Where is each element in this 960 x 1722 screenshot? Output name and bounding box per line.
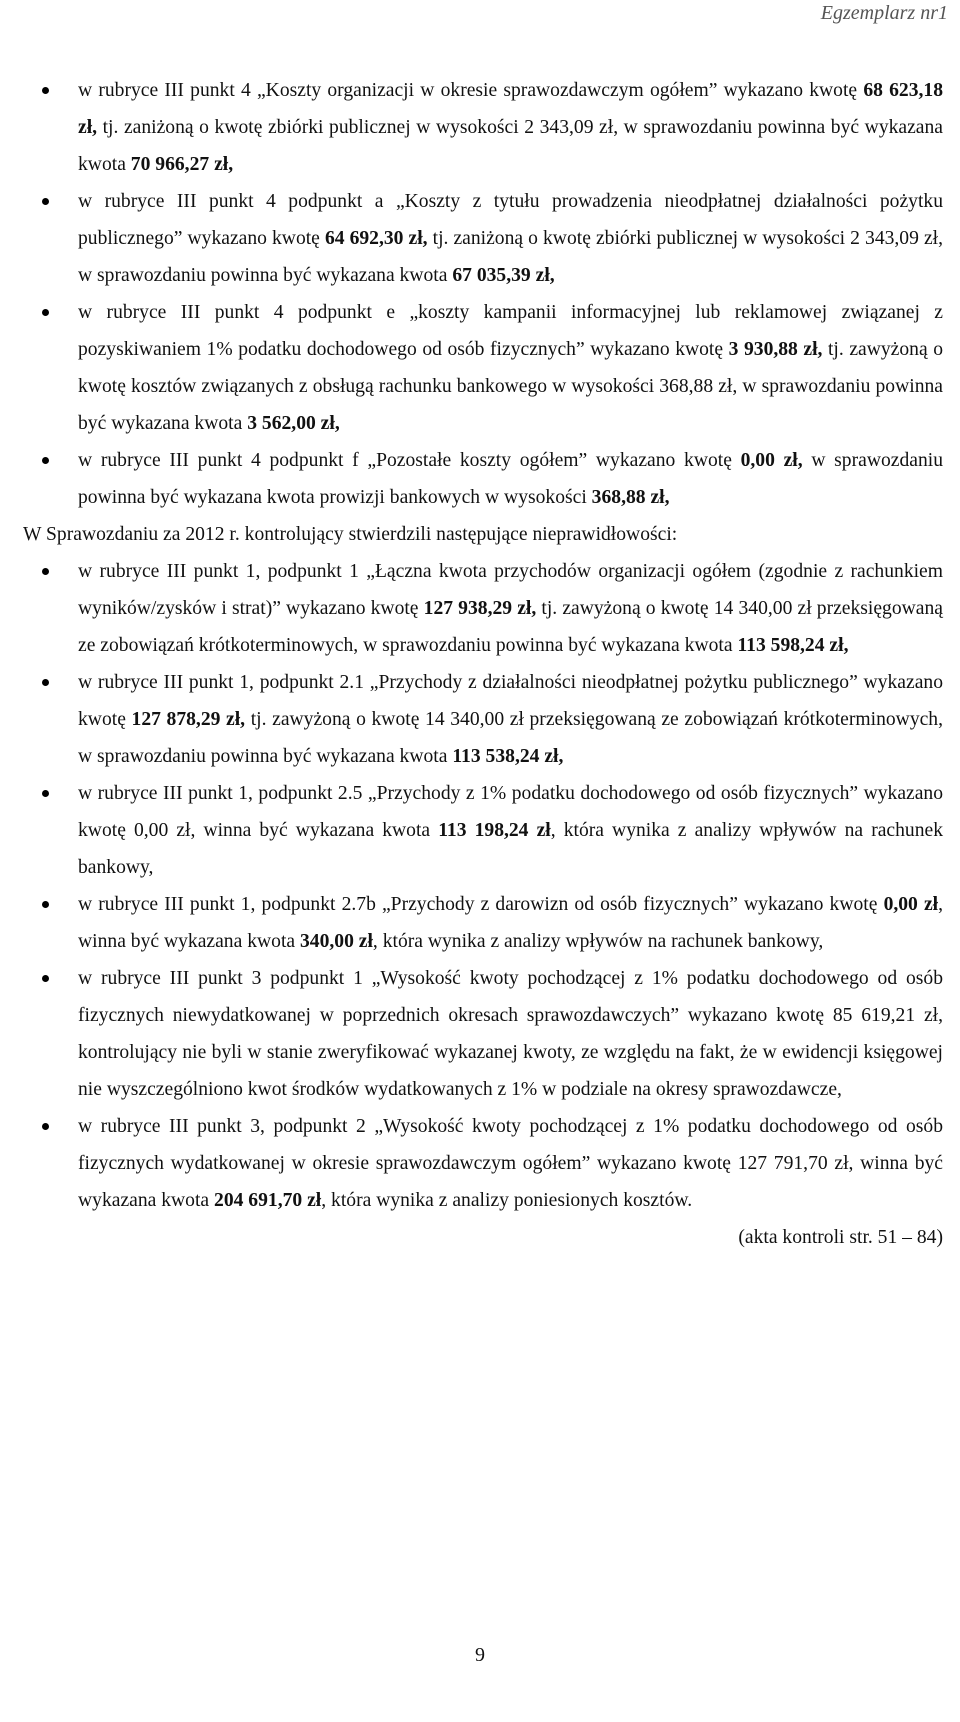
- amount-value: 3 562,00 zł,: [247, 413, 340, 434]
- item-text: w rubryce III punkt 3 podpunkt 1 „Wysokość kwoty pochodzącej z 1% podatku dochodowego od osób fizycznych niewydatkowanej w poprzednich okresach sprawozdawczych” wykazano kwotę 85 619,21 zł, kontrolujący nie byli w stanie zweryfikować wykazanej kwoty, ze względu na fakt, że w ewidencji księgowej nie wyszczególniono kwot środków wydatkowanych z 1% w podziale na okresy sprawozdawcze,: [78, 968, 943, 1100]
- list-item: [23, 294, 943, 442]
- amount-value: 67 035,39 zł,: [452, 265, 555, 286]
- list-item: [23, 664, 943, 775]
- list-item: [23, 183, 943, 294]
- amount-value: 127 938,29 zł,: [423, 598, 537, 619]
- list-item: [23, 886, 943, 960]
- amount-value: 113 198,24 zł: [438, 820, 551, 841]
- item-text: tj. zaniżoną o kwotę zbiórki publicznej w wysokości 2 343,09 zł, w sprawozdaniu powinna być wykazana kwota: [78, 228, 943, 286]
- item-text: tj. zawyżoną o kwotę kosztów związanych z obsługą rachunku bankowego w wysokości 368,88 zł, w sprawozdaniu powinna być wykazana kwota: [78, 339, 943, 434]
- item-text: tj. zaniżoną o kwotę zbiórki publicznej w wysokości 2 343,09 zł, w sprawozdaniu powinna być wykazana kwota: [78, 117, 943, 175]
- amount-value: 113 538,24 zł,: [452, 746, 564, 767]
- item-text: w sprawozdaniu powinna być wykazana kwota prowizji bankowych w wysokości: [78, 450, 943, 508]
- bullet-icon: [42, 975, 49, 982]
- amount-value: 3 930,88 zł,: [728, 339, 823, 360]
- item-text: w rubryce III punkt 4 podpunkt f „Pozostałe koszty ogółem” wykazano kwotę: [78, 450, 741, 471]
- copy-label: Egzemplarz nr1: [820, 2, 948, 24]
- bullet-icon: [42, 87, 49, 94]
- amount-value: 68 623,18 zł,: [78, 80, 943, 138]
- amount-value: 340,00 zł: [299, 931, 373, 952]
- list-item: [23, 442, 943, 516]
- list-item: [23, 1108, 943, 1219]
- item-text: w rubryce III punkt 1, podpunkt 2.5 „Przychody z 1% podatku dochodowego od osób fizycznych” wykazano kwotę 0,00 zł, winna być wykazana kwota: [78, 783, 943, 841]
- bullet-icon: [42, 309, 49, 316]
- file-reference: (akta kontroli str. 51 – 84): [738, 1227, 943, 1248]
- list-item: [23, 775, 943, 886]
- list-item: [23, 72, 943, 183]
- list-item: [23, 553, 943, 664]
- amount-value: 0,00 zł: [883, 894, 939, 915]
- item-text: w rubryce III punkt 1, podpunkt 2.7b „Przychody z darowizn od osób fizycznych” wykazano kwotę: [78, 894, 884, 915]
- bullet-icon: [42, 790, 49, 797]
- item-text: w rubryce III punkt 3, podpunkt 2 „Wysokość kwoty pochodzącej z 1% podatku dochodowego od osób fizycznych wydatkowanej w okresie sprawozdawczym ogółem” wykazano kwotę 127 791,70 zł, winna być wykazana kwota: [78, 1116, 943, 1211]
- item-text: , winna być wykazana kwota: [78, 894, 944, 952]
- amount-value: 204 691,70 zł: [214, 1190, 322, 1211]
- list-item: [23, 960, 943, 1108]
- bullet-icon: [42, 568, 49, 575]
- findings-list-2012: [23, 553, 943, 1219]
- page-number: 9: [475, 1644, 485, 1666]
- bullet-icon: [42, 198, 49, 205]
- bullet-icon: [42, 1123, 49, 1130]
- item-text: tj. zawyżoną o kwotę 14 340,00 zł przeksięgowaną ze zobowiązań krótkoterminowych, w sprawozdaniu powinna być wykazana kwota: [78, 709, 944, 767]
- item-text: w rubryce III punkt 1, podpunkt 2.1 „Przychody z działalności nieodpłatnej pożytku publicznego” wykazano kwotę: [78, 672, 943, 730]
- item-text: w rubryce III punkt 4 „Koszty organizacji w okresie sprawozdawczym ogółem” wykazano kwotę: [78, 80, 864, 101]
- item-text: , która wynika z analizy wpływów na rachunek bankowy,: [78, 820, 943, 878]
- amount-value: 64 692,30 zł,: [324, 228, 428, 249]
- bullet-icon: [42, 901, 49, 908]
- item-text: w rubryce III punkt 1, podpunkt 1 „Łączna kwota przychodów organizacji ogółem (zgodnie z rachunkiem wyników/zysków i strat)” wykazano kwotę: [78, 561, 943, 619]
- item-text: , która wynika z analizy wpływów na rachunek bankowy,: [372, 931, 824, 952]
- item-text: , która wynika z analizy poniesionych kosztów.: [321, 1190, 693, 1211]
- amount-value: 70 966,27 zł,: [130, 154, 234, 175]
- item-text: w rubryce III punkt 4 podpunkt a „Koszty z tytułu prowadzenia nieodpłatnej działalności pożytku publicznego” wykazano kwotę: [78, 191, 943, 249]
- amount-value: 113 598,24 zł,: [737, 635, 849, 656]
- amount-value: 368,88 zł,: [591, 487, 670, 508]
- bullet-icon: [42, 679, 49, 686]
- findings-list-2011: [23, 72, 943, 516]
- document-body: [23, 72, 943, 1256]
- section-heading-2012: W Sprawozdaniu za 2012 r. kontrolujący stwierdzili następujące nieprawidłowości:: [23, 524, 678, 545]
- bullet-icon: [42, 457, 49, 464]
- item-text: w rubryce III punkt 4 podpunkt e „koszty kampanii informacyjnej lub reklamowej związanej z pozyskiwaniem 1% podatku dochodowego od osób fizycznych” wykazano kwotę: [78, 302, 943, 360]
- item-text: tj. zawyżoną o kwotę 14 340,00 zł przeksięgowaną ze zobowiązań krótkoterminowych, w sprawozdaniu powinna być wykazana kwota: [78, 598, 943, 656]
- amount-value: 127 878,29 zł,: [131, 709, 246, 730]
- amount-value: 0,00 zł,: [740, 450, 803, 471]
